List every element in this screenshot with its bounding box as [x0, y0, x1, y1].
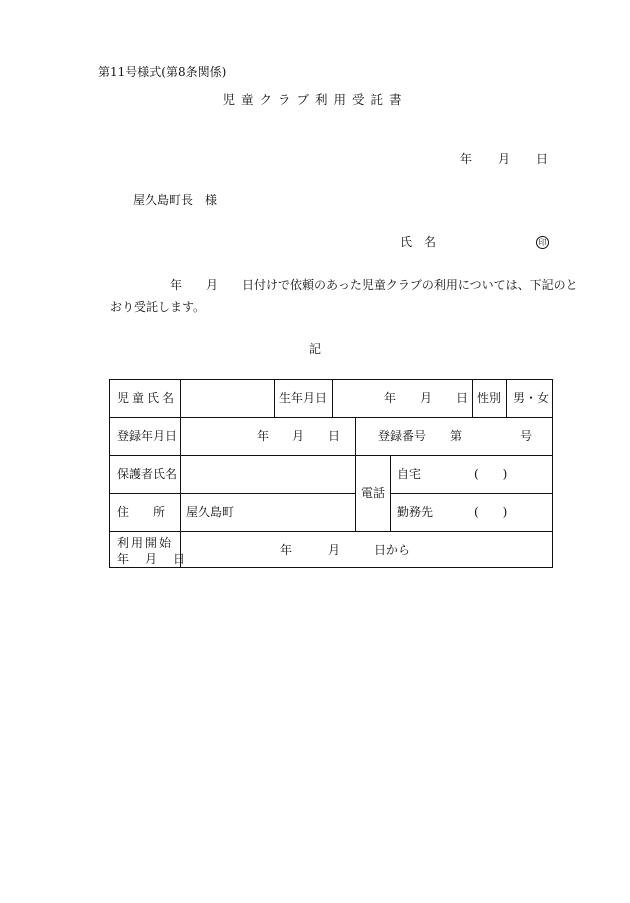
- date-year: 年: [460, 152, 473, 166]
- date-month: 月: [498, 152, 511, 166]
- address-value: 屋久島町: [186, 505, 235, 519]
- addressee: 屋久島町長 様: [133, 193, 218, 207]
- form-table: [109, 379, 553, 568]
- registration-day: 日: [328, 429, 341, 443]
- home-phone-paren: ( ): [474, 467, 508, 481]
- signature-line: [400, 236, 549, 249]
- date-line: [460, 153, 548, 165]
- birth-day: 日: [456, 391, 469, 405]
- seal-icon: 印: [536, 236, 549, 249]
- start-date-label-1: 利用開始: [117, 536, 174, 550]
- gender-options: 男・女: [513, 391, 550, 405]
- guardian-name-label: 保護者氏名: [117, 467, 178, 481]
- gender-label: 性別: [477, 391, 502, 405]
- birth-date-label: 生年月日: [279, 391, 328, 405]
- body-month: 月: [206, 278, 219, 292]
- start-month: 月: [328, 543, 341, 557]
- birth-month: 月: [420, 391, 433, 405]
- start-day-suffix: 日から: [374, 543, 411, 557]
- home-phone-label: 自宅: [397, 467, 422, 481]
- work-phone-paren: ( ): [474, 505, 508, 519]
- work-phone-label: 勤務先: [397, 505, 434, 519]
- registration-date-label: 登録年月日: [117, 429, 178, 443]
- child-name-label: 児童氏名: [117, 391, 178, 405]
- phone-label: 電話: [361, 486, 386, 500]
- document-title: 児童クラブ利用受託書: [222, 92, 408, 107]
- form-number: 第11号様式(第8条関係): [98, 65, 227, 79]
- birth-year: 年: [384, 391, 397, 405]
- registration-month: 月: [292, 429, 305, 443]
- name-label: 氏 名: [400, 235, 437, 249]
- date-day: 日: [536, 152, 549, 166]
- body-line-1: [170, 279, 578, 291]
- start-date-label-2: 年 月 日: [117, 552, 188, 566]
- body-line1-text: 日付けで依頼のあった児童クラブの利用については、下記のと: [242, 278, 578, 292]
- body-line-2: おり受託します。: [110, 300, 206, 314]
- address-label: 住 所: [117, 505, 166, 519]
- registration-number-suffix: 号: [520, 429, 533, 443]
- ki-label: 記: [308, 342, 321, 356]
- body-year: 年: [170, 278, 183, 292]
- registration-number-prefix: 第: [450, 429, 463, 443]
- registration-number-label: 登録番号: [378, 429, 427, 443]
- registration-year: 年: [257, 429, 270, 443]
- start-year: 年: [280, 543, 293, 557]
